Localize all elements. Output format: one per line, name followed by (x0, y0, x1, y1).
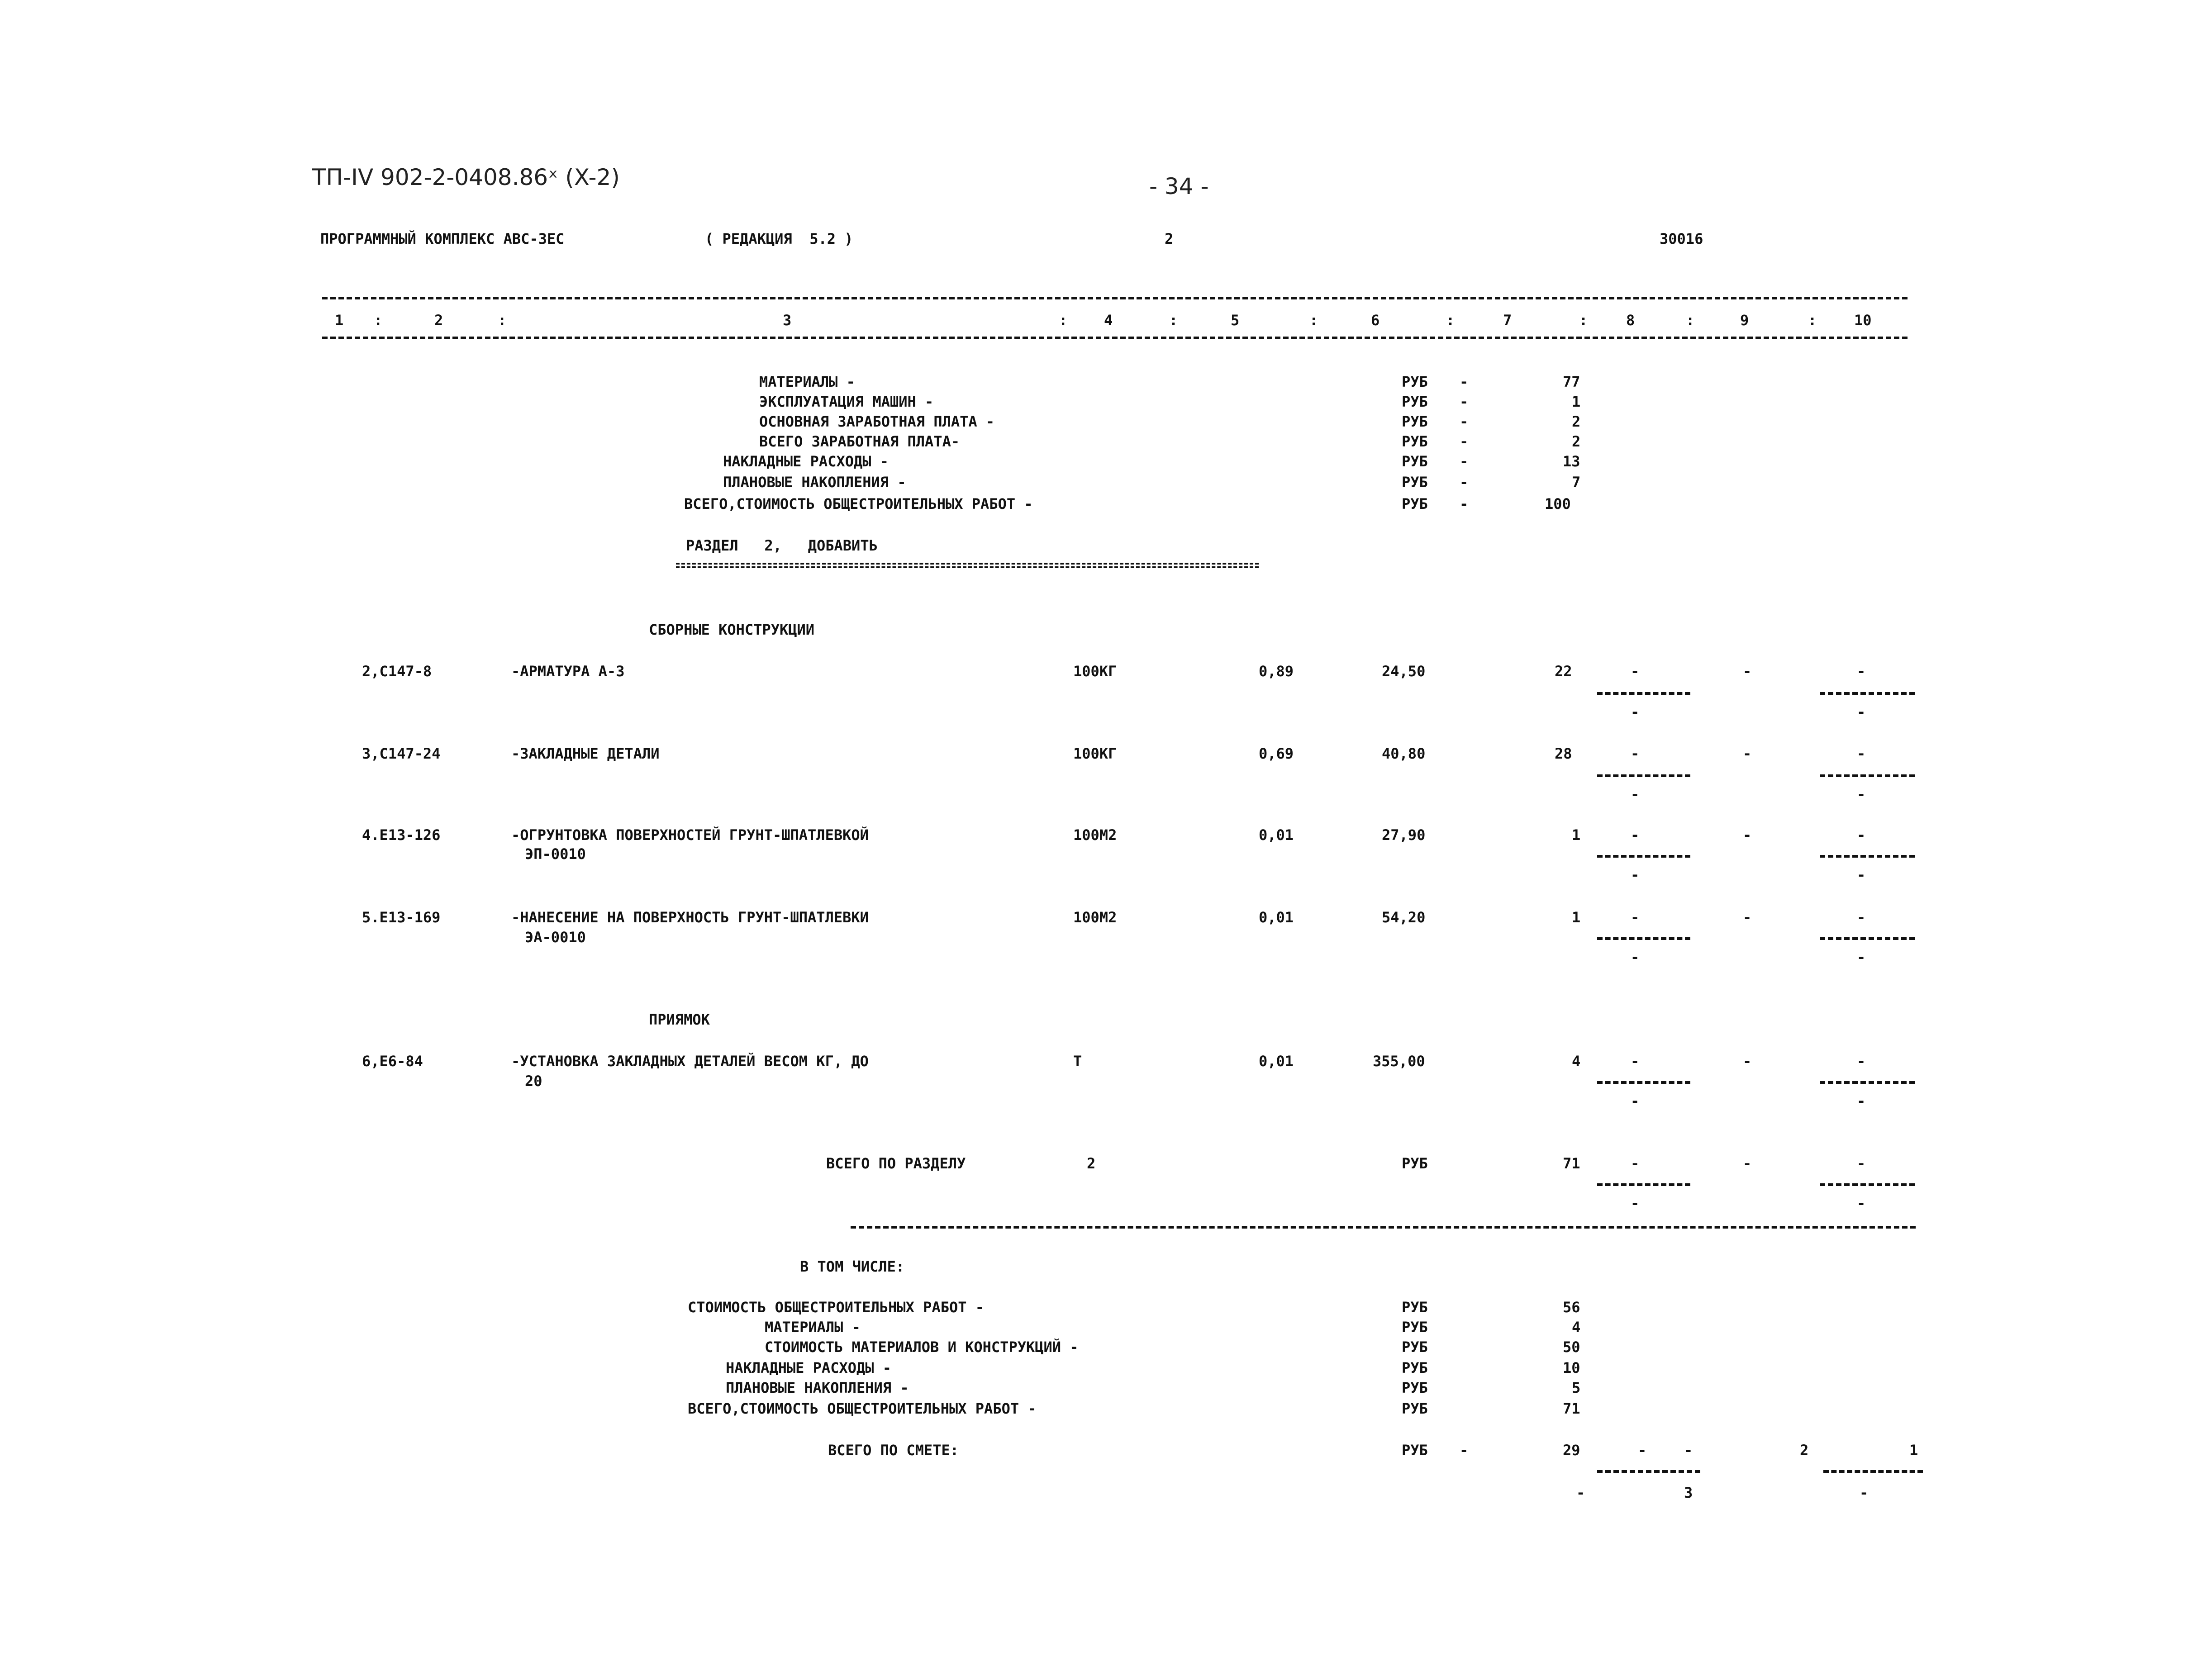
summary-unit: РУБ (1402, 1319, 1428, 1336)
grand-total-col8-sub-value: 3 (1684, 1484, 1693, 1501)
summary-label: ВСЕГО ЗАРАБОТНАЯ ПЛАТА- (759, 433, 960, 450)
column-separator: : (1169, 312, 1178, 329)
row-quantity: 0,01 (1259, 1053, 1294, 1070)
summary-value: 1 (1572, 393, 1581, 410)
summary-value: 2 (1572, 413, 1581, 430)
summary-dash: - (1460, 393, 1469, 410)
summary-label: МАТЕРИАЛЫ - (765, 1319, 861, 1336)
column-header-cell: 10 (1854, 312, 1872, 329)
row-col8: - (1631, 1053, 1640, 1070)
summary-value: 56 (1563, 1299, 1580, 1316)
column-header-cell: 7 (1503, 312, 1512, 329)
row-code: 5.Е13-169 (362, 909, 441, 926)
row-unit: Т (1073, 1053, 1082, 1070)
row-col9: - (1743, 826, 1752, 844)
row-col10-sub: - (1857, 949, 1866, 966)
section-title-underline (676, 563, 1259, 568)
summary-dash: - (1460, 373, 1469, 390)
column-header-cell: 5 (1231, 312, 1240, 329)
grand-total-rule (1823, 1470, 1923, 1473)
summary-unit: РУБ (1402, 1359, 1428, 1376)
summary-unit: РУБ (1402, 373, 1428, 390)
summary-value: 7 (1572, 474, 1581, 491)
table-top-rule (322, 297, 1908, 299)
summary-label: МАТЕРИАЛЫ - (759, 373, 855, 390)
row-col10-sub: - (1857, 1092, 1866, 1110)
row-description-cont: ЭП-0010 (525, 845, 586, 863)
row-total: 4 (1572, 1053, 1581, 1070)
summary-unit: РУБ (1402, 1400, 1428, 1417)
summary-value: 77 (1563, 373, 1580, 390)
row-col9: - (1743, 909, 1752, 926)
summary-dash: - (1460, 453, 1469, 470)
summary-unit: РУБ (1402, 393, 1428, 410)
row-description-cont: 20 (525, 1073, 542, 1090)
summary-unit: РУБ (1402, 474, 1428, 491)
row-quantity: 0,01 (1259, 909, 1294, 926)
group-heading: ПРИЯМОК (649, 1011, 710, 1028)
row-subtotal-rule (1820, 1081, 1915, 1084)
summary-label: ВСЕГО,СТОИМОСТЬ ОБЩЕСТРОИТЕЛЬНЫХ РАБОТ - (684, 495, 1033, 513)
section-title: РАЗДЕЛ 2, ДОБАВИТЬ (686, 537, 878, 554)
grand-total-col10-sub: - (1860, 1484, 1869, 1501)
column-header-cell: 4 (1104, 312, 1113, 329)
row-price: 355,00 (1373, 1053, 1425, 1070)
summary-unit: РУБ (1402, 495, 1428, 513)
row-subtotal-rule (1820, 774, 1915, 777)
row-unit: 100КГ (1073, 663, 1117, 680)
row-quantity: 0,69 (1259, 745, 1294, 762)
summary-value: 71 (1563, 1400, 1580, 1417)
row-subtotal-rule (1597, 1081, 1690, 1084)
row-col10-sub: - (1857, 1195, 1866, 1212)
row-description: -УСТАНОВКА ЗАКЛАДНЫХ ДЕТАЛЕЙ ВЕСОМ КГ, ДО (511, 1053, 869, 1070)
grand-total-label: ВСЕГО ПО СМЕТЕ: (828, 1442, 959, 1459)
row-col8-sub: - (1631, 703, 1640, 721)
summary-label: СТОИМОСТЬ МАТЕРИАЛОВ И КОНСТРУКЦИЙ - (765, 1338, 1079, 1356)
row-subtotal-rule (1820, 692, 1915, 695)
program-title: ПРОГРАММНЫЙ КОМПЛЕКС АВС-3ЕС (320, 230, 565, 247)
summary-unit: РУБ (1402, 1338, 1428, 1356)
row-col10-sub: - (1857, 866, 1866, 883)
row-col10-sub: - (1857, 786, 1866, 803)
row-description: -АРМАТУРА А-3 (511, 663, 625, 680)
summary-label: НАКЛАДНЫЕ РАСХОДЫ - (726, 1359, 892, 1376)
including-heading: В ТОМ ЧИСЛЕ: (800, 1258, 905, 1275)
row-price: 27,90 (1382, 826, 1426, 844)
column-separator: : (1309, 312, 1318, 329)
row-col9: - (1743, 745, 1752, 762)
grand-total-col10: 1 (1909, 1442, 1918, 1459)
row-col8-sub: - (1631, 1195, 1640, 1212)
row-total: 1 (1572, 909, 1581, 926)
row-total: 28 (1555, 745, 1572, 762)
column-header-cell: 3 (783, 312, 792, 329)
row-subtotal-rule (1597, 937, 1690, 940)
row-col8-sub: - (1631, 949, 1640, 966)
column-separator: : (1446, 312, 1455, 329)
summary-dash: - (1460, 433, 1469, 450)
row-unit: 100М2 (1073, 826, 1117, 844)
grand-total-unit: РУБ (1402, 1442, 1428, 1459)
summary-value: 4 (1572, 1319, 1581, 1336)
summary-label: ОСНОВНАЯ ЗАРАБОТНАЯ ПЛАТА - (759, 413, 995, 430)
row-description: -НАНЕСЕНИЕ НА ПОВЕРХНОСТЬ ГРУНТ-ШПАТЛЕВКИ (511, 909, 869, 926)
column-header-cell: 1 (335, 312, 344, 329)
section-total-label: ВСЕГО ПО РАЗДЕЛУ (826, 1155, 966, 1172)
grand-total-value: 29 (1563, 1442, 1580, 1459)
row-col8: - (1631, 745, 1640, 762)
summary-unit: РУБ (1402, 1379, 1428, 1396)
summary-dash: - (1460, 474, 1469, 491)
row-col8: - (1631, 663, 1640, 680)
document-code: 30016 (1660, 230, 1703, 247)
row-code: 4.Е13-126 (362, 826, 441, 844)
section-total-value: 71 (1563, 1155, 1580, 1172)
grand-total-col8: - (1638, 1442, 1647, 1459)
column-separator: : (498, 312, 507, 329)
summary-label: НАКЛАДНЫЕ РАСХОДЫ - (723, 453, 889, 470)
row-code: 2,С147-8 (362, 663, 432, 680)
row-col10-sub: - (1857, 703, 1866, 721)
program-edition: ( РЕДАКЦИЯ 5.2 ) (705, 230, 853, 247)
row-unit: 100М2 (1073, 909, 1117, 926)
summary-value: 10 (1563, 1359, 1580, 1376)
row-col10: - (1857, 1053, 1866, 1070)
row-col10: - (1857, 1155, 1866, 1172)
summary-unit: РУБ (1402, 413, 1428, 430)
section-end-rule (851, 1226, 1916, 1229)
column-separator: : (1808, 312, 1817, 329)
grand-total-col8-sub: - (1576, 1484, 1585, 1501)
summary-unit: РУБ (1402, 1299, 1428, 1316)
summary-dash: - (1460, 495, 1469, 513)
column-separator: : (1059, 312, 1068, 329)
row-subtotal-rule (1820, 937, 1915, 940)
row-col10: - (1857, 826, 1866, 844)
row-subtotal-rule (1820, 1183, 1915, 1186)
row-col10: - (1857, 909, 1866, 926)
row-col9: - (1743, 1053, 1752, 1070)
row-col8-sub: - (1631, 1092, 1640, 1110)
summary-label: ЭКСПЛУАТАЦИЯ МАШИН - (759, 393, 934, 410)
row-total: 1 (1572, 826, 1581, 844)
column-separator: : (1579, 312, 1588, 329)
row-col8-sub: - (1631, 866, 1640, 883)
row-col8-sub: - (1631, 786, 1640, 803)
row-subtotal-rule (1597, 774, 1690, 777)
summary-unit: РУБ (1402, 433, 1428, 450)
row-description: -ОГРУНТОВКА ПОВЕРХНОСТЕЙ ГРУНТ-ШПАТЛЕВКОЙ (511, 826, 869, 844)
row-total: 22 (1555, 663, 1572, 680)
summary-value: 50 (1563, 1338, 1580, 1356)
summary-value: 5 (1572, 1379, 1581, 1396)
page-number: - 34 - (1149, 173, 1209, 199)
column-header-cell: 8 (1626, 312, 1635, 329)
summary-label: СТОИМОСТЬ ОБЩЕСТРОИТЕЛЬНЫХ РАБОТ - (688, 1299, 985, 1316)
row-description-cont: ЭА-0010 (525, 929, 586, 946)
section-total-unit: РУБ (1402, 1155, 1428, 1172)
summary-value: 2 (1572, 433, 1581, 450)
row-quantity: 0,01 (1259, 826, 1294, 844)
row-description: -ЗАКЛАДНЫЕ ДЕТАЛИ (511, 745, 660, 762)
column-separator: : (374, 312, 383, 329)
summary-dash: - (1460, 413, 1469, 430)
summary-value: 100 (1545, 495, 1571, 513)
row-code: 6,Е6-84 (362, 1053, 423, 1070)
row-subtotal-rule (1597, 1183, 1690, 1186)
summary-label: ВСЕГО,СТОИМОСТЬ ОБЩЕСТРОИТЕЛЬНЫХ РАБОТ - (688, 1400, 1037, 1417)
row-unit: 100КГ (1073, 745, 1117, 762)
column-header-cell: 6 (1371, 312, 1380, 329)
sheet-number: 2 (1165, 230, 1174, 247)
summary-unit: РУБ (1402, 453, 1428, 470)
row-col8: - (1631, 1155, 1640, 1172)
row-quantity: 0,89 (1259, 663, 1294, 680)
summary-value: 13 (1563, 453, 1580, 470)
row-price: 54,20 (1382, 909, 1426, 926)
column-header-cell: 9 (1740, 312, 1749, 329)
document-stamp: ТП-IV 902-2-0408.86ˣ (X-2) (312, 164, 620, 190)
row-subtotal-rule (1597, 692, 1690, 695)
section-total-number: 2 (1087, 1155, 1096, 1172)
row-subtotal-rule (1820, 855, 1915, 858)
summary-label: ПЛАНОВЫЕ НАКОПЛЕНИЯ - (726, 1379, 909, 1396)
grand-total-col8b: - (1684, 1442, 1693, 1459)
row-col10: - (1857, 663, 1866, 680)
row-col8: - (1631, 909, 1640, 926)
row-code: 3,С147-24 (362, 745, 441, 762)
row-col9: - (1743, 663, 1752, 680)
row-col9: - (1743, 1155, 1752, 1172)
row-col10: - (1857, 745, 1866, 762)
summary-label: ПЛАНОВЫЕ НАКОПЛЕНИЯ - (723, 474, 906, 491)
grand-total-rule (1597, 1470, 1700, 1473)
column-header-cell: 2 (434, 312, 443, 329)
table-header-rule (322, 337, 1908, 339)
row-price: 24,50 (1382, 663, 1426, 680)
row-price: 40,80 (1382, 745, 1426, 762)
grand-total-col9: 2 (1800, 1442, 1809, 1459)
row-subtotal-rule (1597, 855, 1690, 858)
group-heading: СБОРНЫЕ КОНСТРУКЦИИ (649, 621, 815, 638)
column-separator: : (1686, 312, 1695, 329)
grand-total-dash: - (1460, 1442, 1469, 1459)
row-col8: - (1631, 826, 1640, 844)
